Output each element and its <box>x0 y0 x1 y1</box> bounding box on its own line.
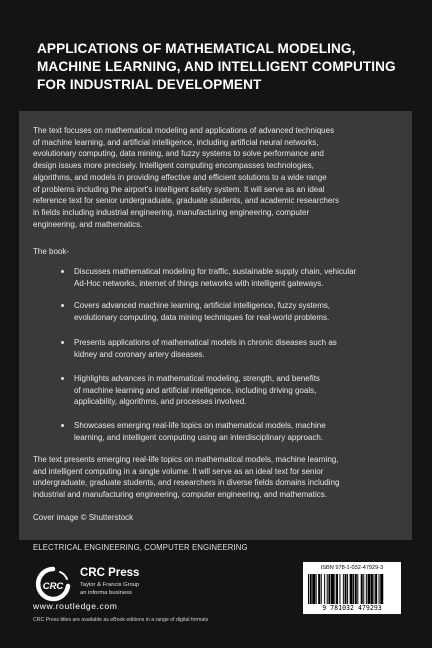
text-line: of machine learning, and artificial intelligence, including artificial neural networks, <box>33 137 319 147</box>
bullet-dot-icon <box>61 424 64 427</box>
text-line: design issues more precisely. Intelligent computing encompasses technologies, <box>33 161 314 171</box>
text-line: Highlights advances in mathematical modeling, strength, and benefits <box>74 374 320 383</box>
bullet-dot-icon <box>61 341 64 344</box>
barcode-bar <box>345 574 347 604</box>
barcode-bar <box>371 574 373 604</box>
text-line: Presents applications of mathematical models in chronic diseases such as <box>74 338 337 347</box>
text-line: applicability, algorithms, and processes involved. <box>74 397 247 407</box>
text-line: Covers advanced machine learning, artificial intelligence, fuzzy systems, <box>74 301 331 310</box>
text-line: reference text for senior undergraduate, graduate students, and academic researchers <box>33 196 339 206</box>
barcode-bar <box>318 574 320 604</box>
title-line: MACHINE LEARNING, AND INTELLIGENT COMPUTING <box>37 59 396 74</box>
barcode-bar <box>336 574 338 604</box>
text-line: and intelligent computing in a single volume. It will serve as an ideal text for senior <box>33 466 324 476</box>
text-line: engineering, and mathematics. <box>33 219 143 229</box>
barcode-bars-icon <box>308 574 396 604</box>
barcode-bar <box>379 574 380 604</box>
text-line: kidney and coronary artery diseases. <box>74 349 205 359</box>
intro-paragraph <box>33 125 403 230</box>
barcode-bar <box>350 574 353 604</box>
bullet-item <box>74 266 404 289</box>
book-title <box>37 40 407 94</box>
barcode-bar <box>321 574 322 604</box>
ean-number: 9 781032 479293 <box>322 604 382 612</box>
text-line: Ad-Hoc networks, internet of things networks with intelligent gateways. <box>74 278 324 288</box>
text-line: of machine learning and artificial intelligence, including driving goals, <box>74 385 317 395</box>
bullet-item <box>74 300 404 323</box>
title-line: APPLICATIONS OF MATHEMATICAL MODELING, <box>37 41 356 56</box>
text-line: evolutionary computing, data mining techniques for real-world problems. <box>74 312 330 322</box>
subject-category: ELECTRICAL ENGINEERING, COMPUTER ENGINEERING <box>33 543 248 552</box>
title-line: FOR INDUSTRIAL DEVELOPMENT <box>37 77 262 92</box>
barcode-bar <box>312 574 315 604</box>
closing-paragraph <box>33 454 403 501</box>
bullet-dot-icon <box>61 377 64 380</box>
book-label: The book- <box>33 247 70 256</box>
barcode-bar <box>308 574 309 604</box>
barcode-bar <box>339 574 340 604</box>
barcode-bar <box>334 574 335 604</box>
bullet-item <box>74 373 404 408</box>
text-line: in fields including industrial engineering, manufacturing engineering, computer <box>33 207 310 217</box>
barcode-bar <box>353 574 354 604</box>
text-line: industrial and manufacturing engineering, computer engineering, and mathematics. <box>33 490 327 500</box>
barcode-bar <box>368 574 371 604</box>
text-line: Showcases emerging real-life topics on mathematical models, machine <box>74 421 326 430</box>
barcode-bar <box>366 574 367 604</box>
text-line: learning, and intelligent computing using an interdisciplinary approach. <box>74 432 324 442</box>
crc-logo-icon <box>33 566 73 602</box>
barcode-bar <box>375 574 377 604</box>
bullet-item <box>74 420 404 443</box>
barcode-bar <box>361 574 363 604</box>
barcode-bar <box>310 574 312 604</box>
bullet-dot-icon <box>61 270 64 273</box>
barcode-bar <box>316 574 317 604</box>
publisher-group: Taylor & Francis Group <box>80 582 140 588</box>
bullet-item <box>74 337 404 360</box>
publisher-name: CRC Press <box>80 567 140 579</box>
text-line: undergraduate, graduate students, and researchers in diverse fields domains including <box>33 478 340 488</box>
publisher-business: an informa business <box>80 590 132 596</box>
barcode-bar <box>327 574 328 604</box>
text-line: evolutionary computing, data mining, and fuzzy systems to solve performance and <box>33 149 324 159</box>
text-line: The text focuses on mathematical modeling and applications of advanced techniques <box>33 126 335 135</box>
barcode-bar <box>373 574 374 604</box>
publisher-url: www.routledge.com <box>33 601 118 611</box>
barcode-bar <box>347 574 348 604</box>
text-line: Discusses mathematical modeling for traffic, sustainable supply chain, vehicular <box>74 267 357 276</box>
text-line: The text presents emerging real-life topics on mathematical models, machine learning, <box>33 455 339 464</box>
text-line: of problems including the airport's intelligent safety system. It will serve as an ideal <box>33 184 325 194</box>
barcode-bar <box>343 574 344 604</box>
bullet-dot-icon <box>61 304 64 307</box>
barcode-bar <box>324 574 325 604</box>
barcode-bar <box>331 574 334 604</box>
barcode <box>303 562 401 614</box>
barcode-bar <box>380 574 383 604</box>
cover-image-credit: Cover image © Shutterstock <box>33 513 134 522</box>
barcode-bar <box>357 574 358 604</box>
barcode-bar <box>328 574 330 604</box>
barcode-bar <box>363 574 364 604</box>
isbn-text: ISBN 978-1-032-47929-3 <box>320 565 384 571</box>
text-line: algorithms, and models in providing effective and efficient solutions to a wide range <box>33 172 327 182</box>
barcode-bar <box>355 574 357 604</box>
ebook-note: CRC Press titles are available as eBook editions in a range of digital formats <box>33 617 209 623</box>
crc-logo-text: CRC <box>42 581 64 592</box>
